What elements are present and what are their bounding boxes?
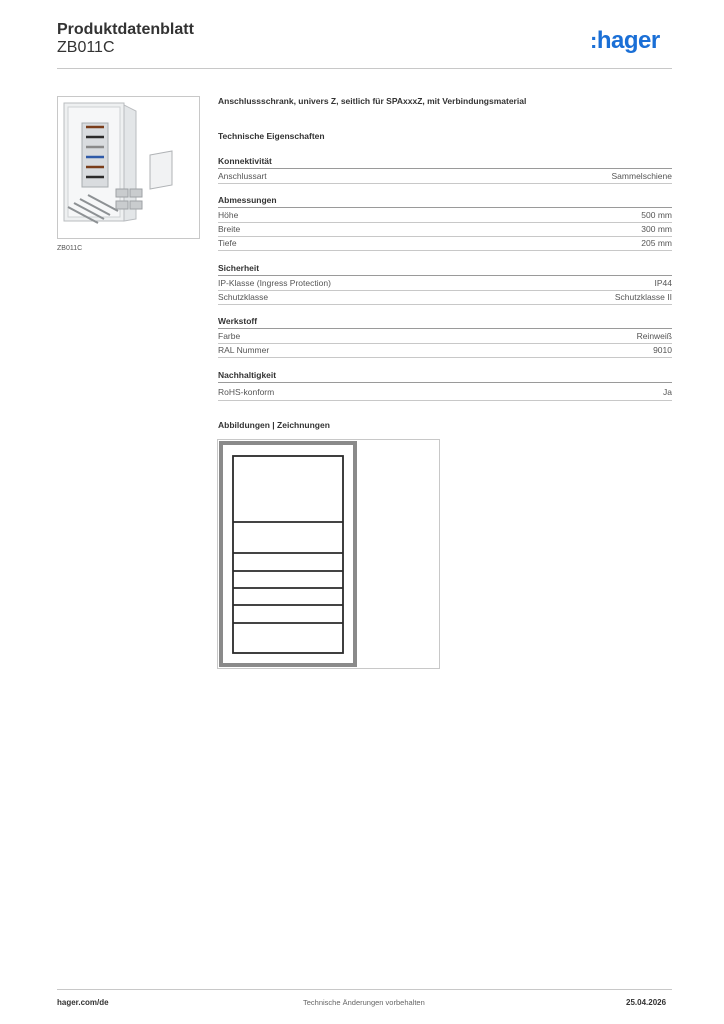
spec-label: Anschlussart [218,171,267,181]
hager-logo: :hager [590,27,660,54]
row-divider [218,357,672,358]
spec-row [218,345,672,355]
spec-value: 500 mm [641,210,672,220]
row-divider [218,290,672,291]
section-heading-material: Werkstoff [218,316,258,326]
spec-row [218,171,672,181]
spec-row [218,387,672,397]
document-title: Produktdatenblatt [57,21,194,38]
header-divider [57,68,672,69]
section-heading-dimensions: Abmessungen [218,195,277,205]
spec-value: 300 mm [641,224,672,234]
spec-label: Farbe [218,331,241,341]
spec-label: RoHS-konform [218,387,275,397]
spec-row [218,331,672,341]
spec-label: Schutzklasse [218,292,269,302]
footer-divider [57,989,672,990]
section-divider [218,328,672,329]
spec-row [218,210,672,220]
section-heading-sustainability: Nachhaltigkeit [218,370,277,380]
footer-disclaimer: Technische Änderungen vorbehalten [303,998,425,1007]
spec-label: RAL Nummer [218,345,270,355]
product-image [57,96,200,239]
image-caption: ZB011C [57,245,83,252]
footer-website-link[interactable]: hager.com/de [57,998,109,1007]
spec-value: 9010 [653,345,672,355]
row-divider [218,400,672,401]
spec-row [218,292,672,302]
section-divider [218,207,672,208]
section-divider [218,275,672,276]
row-divider [218,236,672,237]
row-divider [218,343,672,344]
spec-row [218,278,672,288]
footer-date: 25.04.2026 [626,998,667,1007]
spec-value: 205 mm [641,238,672,248]
spec-row [218,224,672,234]
row-divider [218,222,672,223]
drawings-title: Abbildungen | Zeichnungen [218,420,330,430]
spec-label: Tiefe [218,238,237,248]
section-divider [218,382,672,383]
spec-label: Höhe [218,210,239,220]
tech-properties-title: Technische Eigenschaften [218,131,325,141]
spec-label: IP-Klasse (Ingress Protection) [218,278,331,288]
spec-value: Reinweiß [636,331,672,341]
spec-value: Ja [663,387,672,397]
spec-value: Schutzklasse II [614,292,672,302]
brand-name: hager [596,27,660,54]
spec-row [218,238,672,248]
row-divider [218,183,672,184]
spec-value: IP44 [654,278,672,288]
spec-label: Breite [218,224,241,234]
technical-drawing [217,439,440,669]
product-code: ZB011C [57,39,115,56]
section-heading-safety: Sicherheit [218,263,260,273]
spec-value: Sammelschiene [611,171,672,181]
section-heading-connectivity: Konnektivität [218,156,272,166]
section-divider [218,168,672,169]
row-divider [218,250,672,251]
product-description: Anschlussschrank, univers Z, seitlich für SPAxxxZ, mit Verbindungsmaterial [218,96,527,106]
row-divider [218,304,672,305]
